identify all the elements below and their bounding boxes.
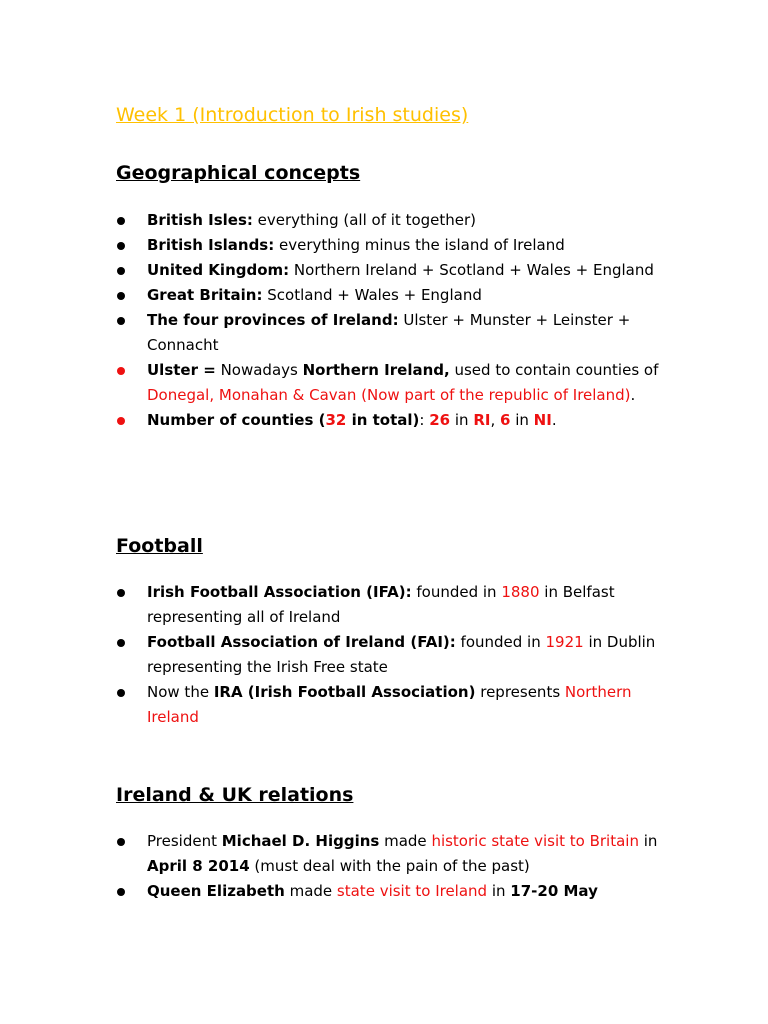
northern-ireland-text: Northern Ireland,: [302, 361, 450, 379]
list-item: [116, 283, 661, 308]
text: in: [510, 411, 534, 429]
text: in: [638, 832, 658, 850]
term-fai: Football Association of Ireland (FAI):: [147, 633, 456, 651]
bullet-icon: [117, 689, 125, 697]
football-list: [116, 580, 661, 730]
list-item: [116, 680, 661, 730]
term-ifa: Irish Football Association (IFA):: [147, 583, 412, 601]
bullet-icon: [117, 242, 125, 250]
list-item: [116, 879, 661, 904]
visit-date: April 8 2014: [147, 857, 250, 875]
week-title: Week 1 (Introduction to Irish studies): [116, 104, 469, 126]
term-number-of-counties: Number of counties (: [147, 411, 326, 429]
list-item: [116, 630, 661, 680]
text: founded in: [411, 583, 502, 601]
text: Nowadays: [215, 361, 303, 379]
definition-text: everything minus the island of Ireland: [274, 236, 565, 254]
visit-text: state visit to Ireland: [336, 882, 488, 900]
term-ira: IRA (Irish Football Association): [213, 683, 476, 701]
visit-text: historic state visit to Britain: [431, 832, 639, 850]
list-item: [116, 829, 661, 879]
list-item: [116, 308, 661, 358]
term-united-kingdom: United Kingdom:: [147, 261, 290, 279]
bullet-icon: [117, 317, 125, 325]
text: President: [147, 832, 222, 850]
bullet-icon: [117, 589, 125, 597]
bullet-icon: [117, 838, 125, 846]
visit-date: 17-20 May: [510, 882, 598, 900]
text: in: [487, 882, 511, 900]
term-great-britain: Great Britain:: [147, 286, 263, 304]
text: (must deal with the pain of the past): [249, 857, 530, 875]
text: in total): [346, 411, 420, 429]
ri-abbrev: RI: [473, 411, 491, 429]
list-item: [116, 258, 661, 283]
bullet-icon: [117, 367, 125, 375]
term-british-islands: British Islands:: [147, 236, 275, 254]
definition-text: everything (all of it together): [252, 211, 477, 229]
list-item: [116, 358, 661, 408]
bullet-icon: [117, 417, 125, 425]
name-higgins: Michael D. Higgins: [221, 832, 380, 850]
term-british-isles: British Isles:: [147, 211, 253, 229]
text: in Dublin representing the Irish Free state: [147, 633, 656, 676]
text: founded in: [455, 633, 546, 651]
text: ,: [490, 411, 501, 429]
ifa-year: 1880: [501, 583, 540, 601]
text: made: [284, 882, 337, 900]
text: in: [450, 411, 474, 429]
ni-abbrev: NI: [533, 411, 552, 429]
ri-counties-value: 26: [429, 411, 451, 429]
list-item: [116, 580, 661, 630]
text: .: [551, 411, 557, 429]
text: in Belfast representing all of Ireland: [147, 583, 615, 626]
definition-text: Ulster + Munster + Leinster + Connacht: [147, 311, 631, 354]
fai-year: 1921: [545, 633, 584, 651]
name-queen-elizabeth: Queen Elizabeth: [147, 882, 285, 900]
bullet-icon: [117, 292, 125, 300]
definition-text: Scotland + Wales + England: [262, 286, 482, 304]
ni-counties-value: 6: [500, 411, 511, 429]
bullet-icon: [117, 267, 125, 275]
heading-football: Football: [116, 535, 203, 557]
text: represents: [475, 683, 565, 701]
counties-list-text: Donegal, Monahan & Cavan (Now part of the republic of Ireland): [147, 386, 631, 404]
text: .: [630, 386, 636, 404]
bullet-icon: [117, 888, 125, 896]
list-item: [116, 233, 661, 258]
total-counties-value: 32: [325, 411, 347, 429]
bullet-icon: [117, 639, 125, 647]
geographical-concepts-list: [116, 208, 661, 433]
term-ulster: Ulster =: [147, 361, 216, 379]
list-item: [116, 408, 661, 433]
text: made: [379, 832, 432, 850]
northern-ireland-text: Northern Ireland: [147, 683, 632, 726]
definition-text: Northern Ireland + Scotland + Wales + England: [289, 261, 654, 279]
text: :: [419, 411, 430, 429]
term-four-provinces: The four provinces of Ireland:: [147, 311, 399, 329]
text: Now the: [147, 683, 214, 701]
relations-list: [116, 829, 661, 904]
list-item: [116, 208, 661, 233]
heading-ireland-uk-relations: Ireland & UK relations: [116, 784, 354, 806]
text: used to contain counties of: [449, 361, 659, 379]
bullet-icon: [117, 217, 125, 225]
heading-geographical-concepts: Geographical concepts: [116, 162, 361, 184]
